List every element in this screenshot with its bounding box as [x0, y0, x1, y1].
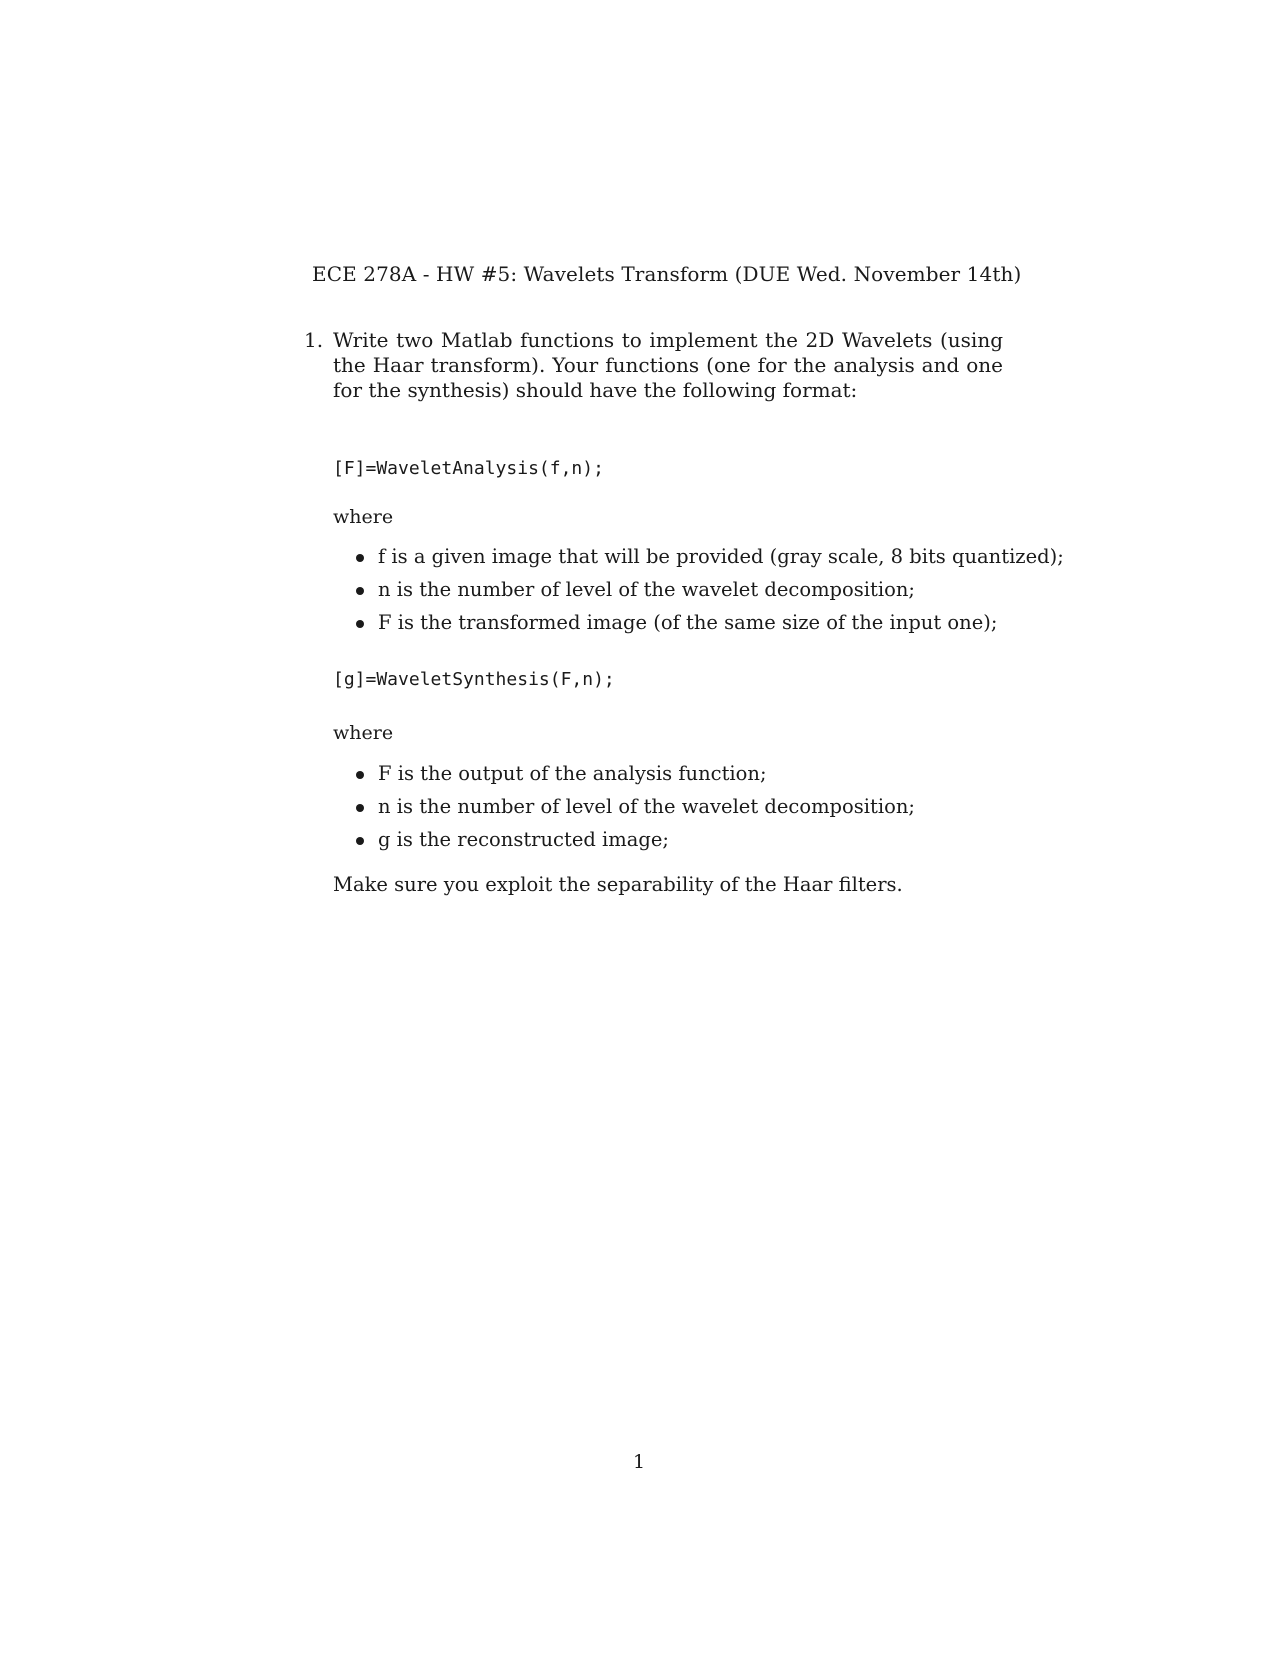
- bullet-icon: [356, 554, 364, 562]
- synthesis-code: [g]=WaveletSynthesis(F,n);: [333, 669, 615, 690]
- list-item-text: F is the output of the analysis function;: [378, 762, 767, 785]
- list-item-text: F is the transformed image (of the same size of the input one);: [378, 611, 998, 634]
- bullet-icon: [356, 620, 364, 628]
- bullet-icon: [356, 804, 364, 812]
- closing-note: Make sure you exploit the separability of the Haar filters.: [333, 873, 903, 896]
- page-number: 1: [633, 1451, 646, 1473]
- bullet-icon: [356, 587, 364, 595]
- list-item-text: n is the number of level of the wavelet decomposition;: [378, 795, 915, 818]
- problem-text: Write two Matlab functions to implement the 2D Wavelets (using the Haar transform). Your functions (one for the analysis and one for the synthesis) should have the following format:: [333, 328, 1003, 402]
- problem-number: 1.: [304, 328, 324, 352]
- list-item-text: f is a given image that will be provided (gray scale, 8 bits quantized);: [378, 545, 1064, 568]
- synthesis-where-label: where: [333, 722, 394, 744]
- bullet-icon: [356, 837, 364, 845]
- page-title: ECE 278A - HW #5: Wavelets Transform (DUE Wed. November 14th): [312, 262, 1022, 286]
- analysis-where-label: where: [333, 506, 394, 528]
- analysis-code: [F]=WaveletAnalysis(f,n);: [333, 458, 604, 479]
- list-item-text: n is the number of level of the wavelet decomposition;: [378, 578, 915, 601]
- list-item-text: g is the reconstructed image;: [378, 828, 669, 851]
- bullet-icon: [356, 771, 364, 779]
